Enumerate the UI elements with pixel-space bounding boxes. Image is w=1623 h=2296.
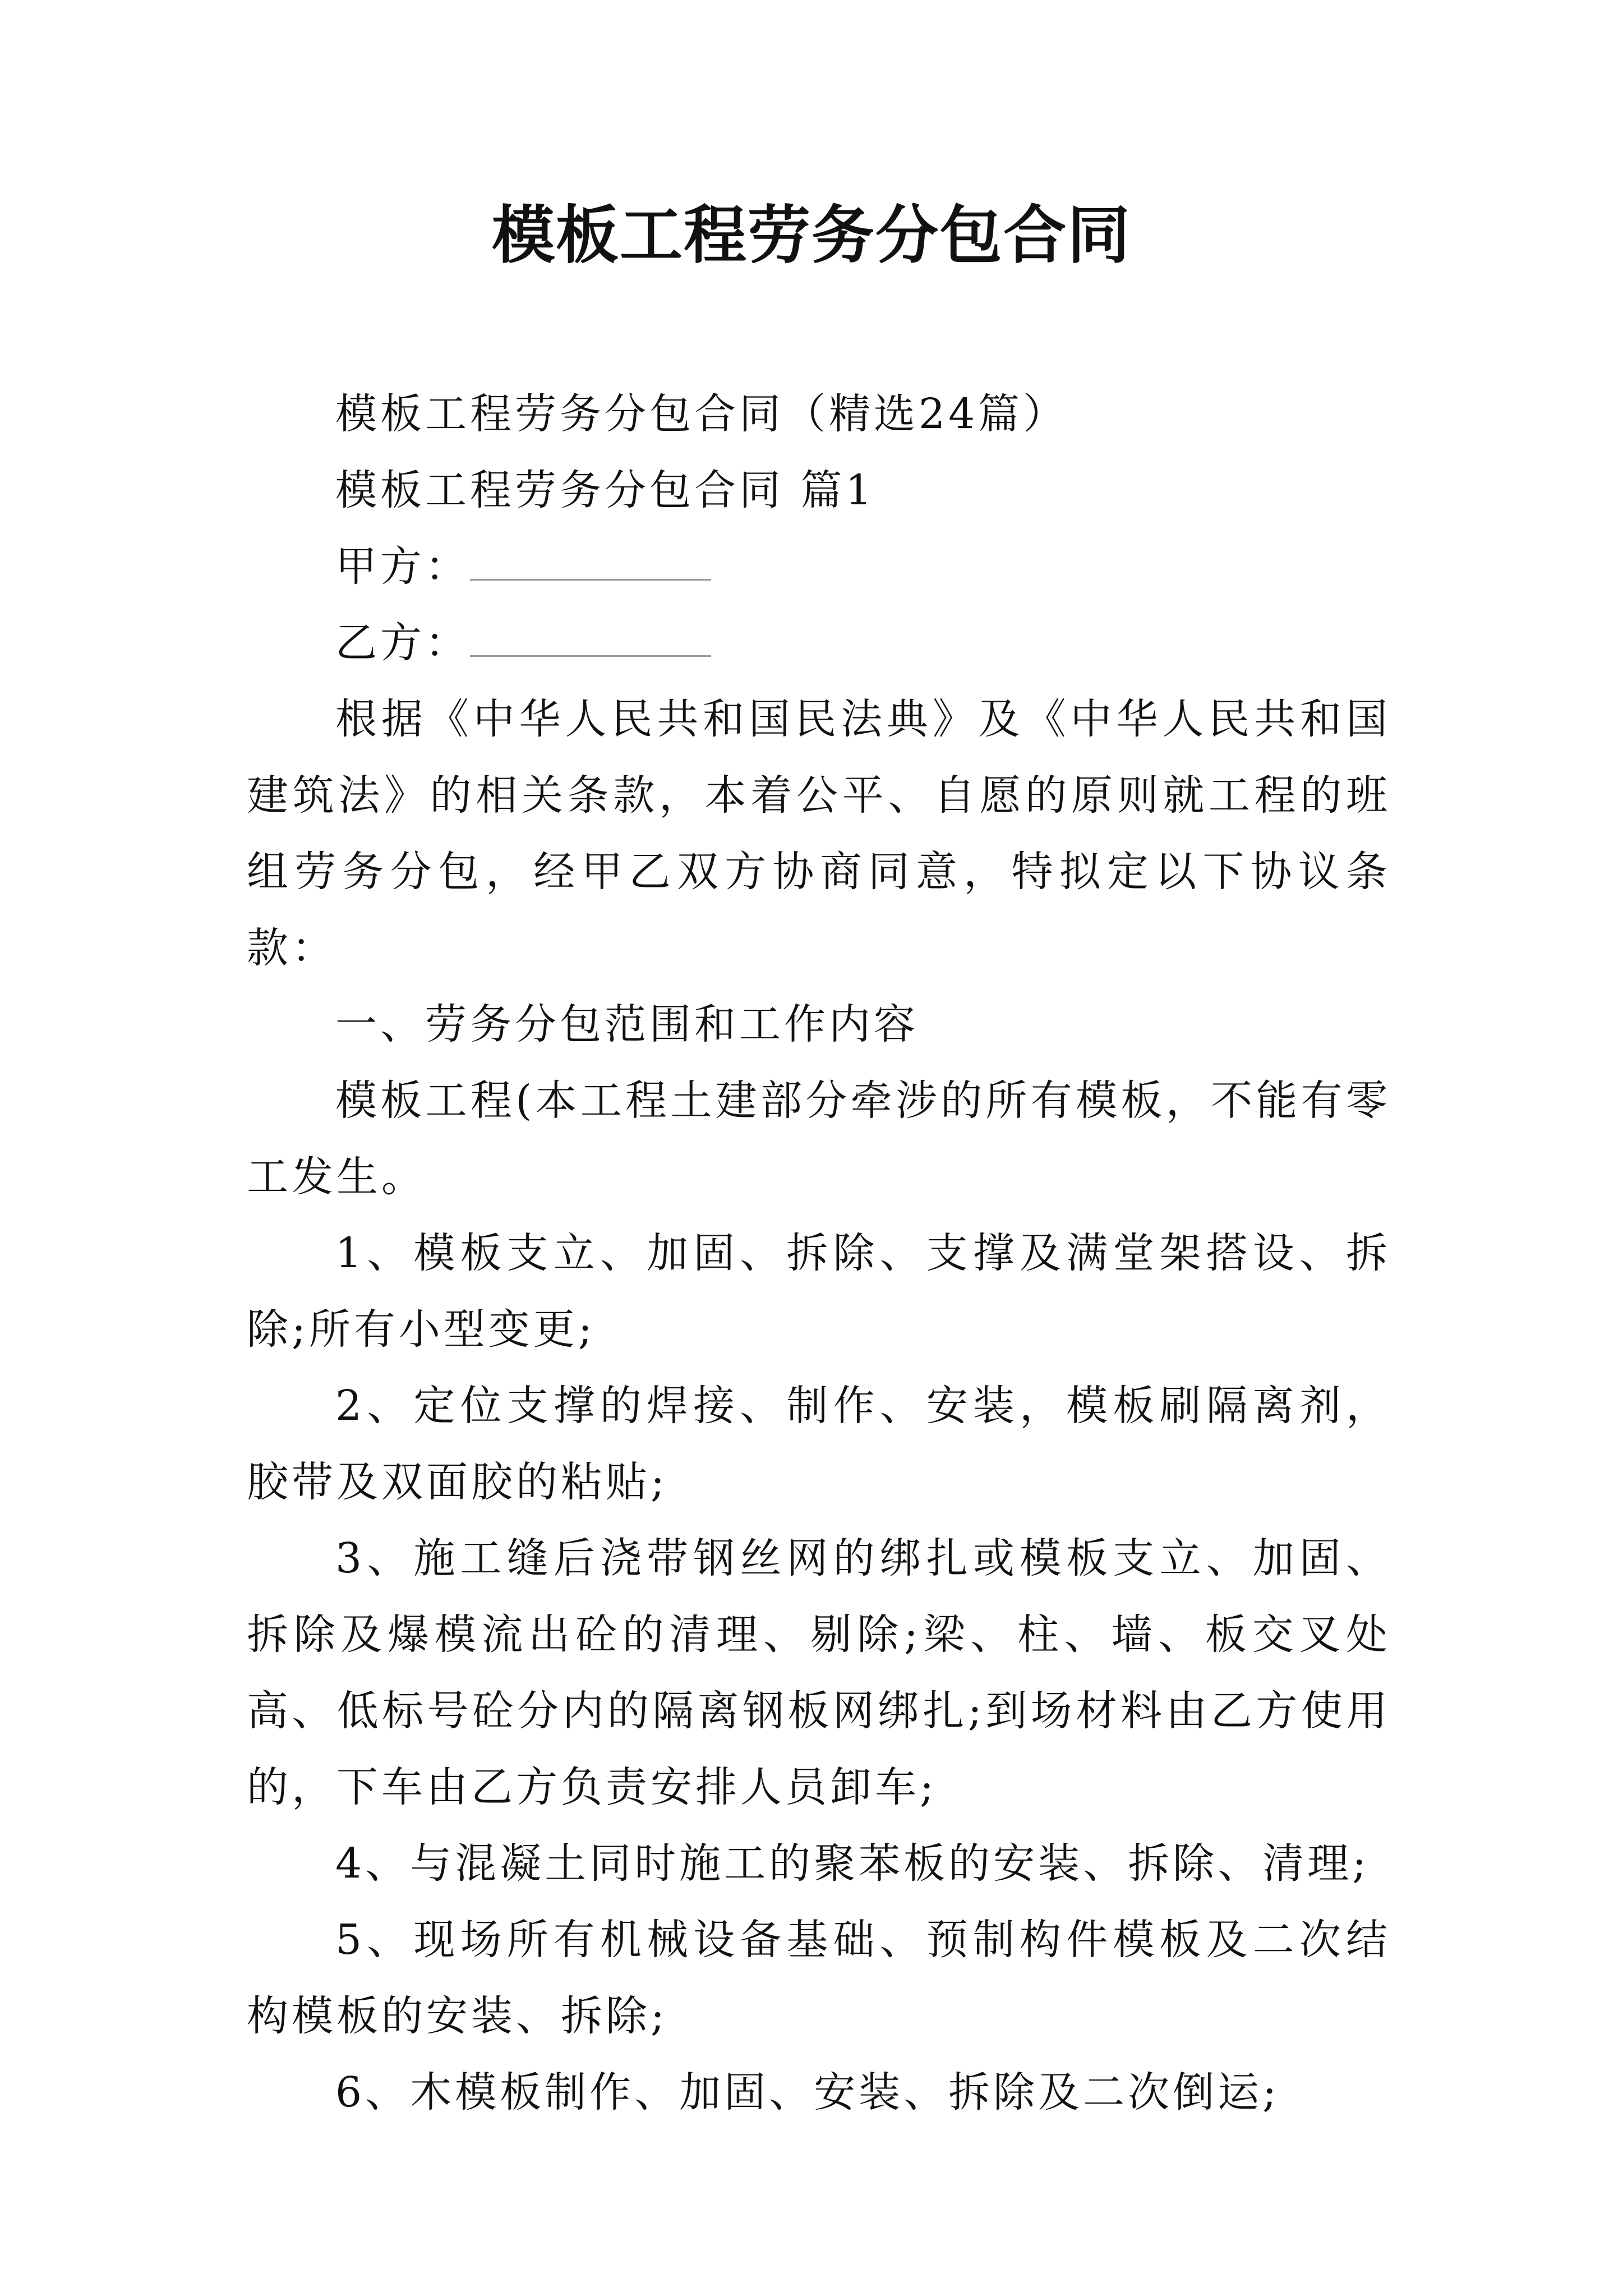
party-a-line: [247, 528, 1391, 605]
paragraph-item-5: 5、现场所有机械设备基础、预制构件模板及二次结构模板的安装、拆除;: [247, 1916, 1391, 2040]
document-body: [247, 376, 1391, 2131]
party-a-label: 甲方：: [335, 542, 470, 591]
section-heading: 模板工程劳务分包合同 篇1: [335, 466, 875, 514]
subtitle: 模板工程劳务分包合同（精选24篇）: [335, 390, 1068, 438]
party-b-line: [247, 605, 1391, 681]
paragraph-scope: 模板工程(本工程土建部分牵涉的所有模板，不能有零工发生。: [247, 1076, 1391, 1201]
party-b-blank: [470, 607, 711, 657]
paragraph-intro: 根据《中华人民共和国民法典》及《中华人民共和国建筑法》的相关条款，本着公平、自愿的原则就工程的班组劳务分包，经甲乙双方协商同意，特拟定以下协议条款：: [247, 695, 1391, 972]
paragraph-item-4: 4、与混凝土同时施工的聚苯板的安装、拆除、清理;: [335, 1839, 1370, 1888]
paragraph-item-2: 2、定位支撑的焊接、制作、安装，模板刷隔离剂，胶带及双面胶的粘贴;: [247, 1382, 1391, 1506]
party-b-label: 乙方：: [335, 619, 470, 667]
paragraph-item-3: 3、施工缝后浇带钢丝网的绑扎或模板支立、加固、拆除及爆模流出砼的清理、剔除;梁、柱、墙、板交叉处高、低标号砼分内的隔离钢板网绑扎;到场材料由乙方使用的，下车由乙方负责安排人员卸车;: [247, 1534, 1391, 1811]
paragraph-section-1-heading: 一、劳务分包范围和工作内容: [335, 1000, 919, 1048]
paragraph-item-6: 6、木模板制作、加固、安装、拆除及二次倒运;: [335, 2068, 1280, 2116]
party-a-blank: [470, 531, 711, 581]
document-title: 模板工程劳务分包合同: [492, 199, 1131, 272]
paragraph-item-1: 1、模板支立、加固、拆除、支撑及满堂架搭设、拆除;所有小型变更;: [247, 1229, 1391, 1354]
